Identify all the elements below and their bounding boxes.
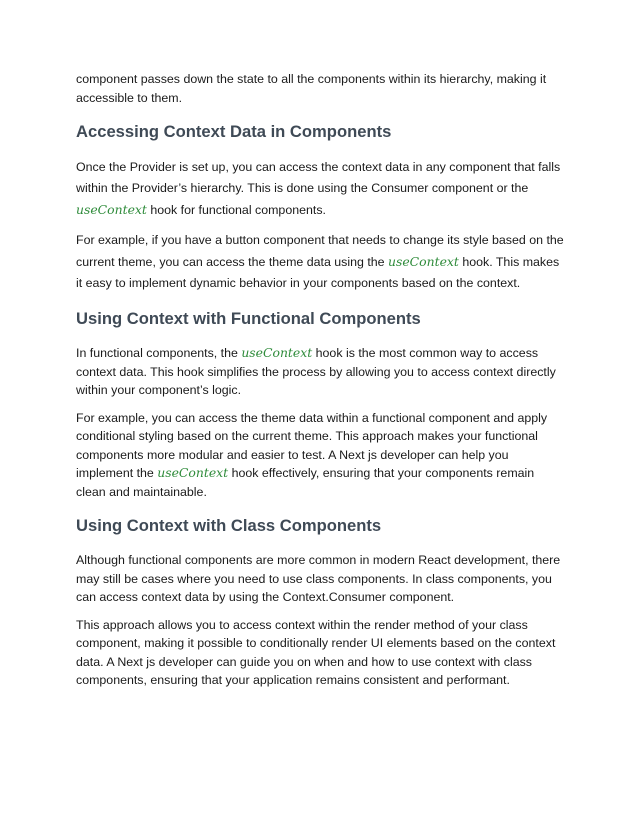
- section-heading-functional-components: Using Context with Functional Components: [76, 309, 421, 328]
- body-paragraph: This approach allows you to access context within the render method of your class component, making it possible to conditionally render UI elements based on the context data. A Next js developer can guide you on when and how to use context with class components, ensuring that your application remains consistent and performant.: [76, 617, 556, 687]
- body-paragraph: Although functional components are more common in modern React development, there may still be cases where you need to use class components. In class components, you can access context data by using the Context.Consumer component.: [76, 553, 561, 604]
- body-paragraph: Once the Provider is set up, you can access the context data in any component that falls within the Provider’s hierarchy. This is done using the Consumer component or the useContext hook for functional components.: [76, 160, 561, 217]
- inline-code: useContext: [388, 254, 459, 269]
- body-paragraph: In functional components, the useContext hook is the most common way to access context data. This hook simplifies the process by allowing you to access context directly within your component’s logic.: [76, 345, 556, 397]
- intro-paragraph: component passes down the state to all the components within its hierarchy, making it accessible to them.: [76, 72, 547, 105]
- document-page: [76, 70, 566, 690]
- body-paragraph: For example, you can access the theme data within a functional component and apply conditional styling based on the current theme. This approach makes your functional components more modular and easier to test. A Next js developer can help you implement the useContext hook effectively, ensuring that your components remain clean and maintainable.: [76, 410, 548, 499]
- section-heading-accessing-context: Accessing Context Data in Components: [76, 122, 392, 141]
- inline-code: useContext: [76, 202, 147, 217]
- section-heading-class-components: Using Context with Class Components: [76, 516, 382, 535]
- inline-code: useContext: [157, 465, 229, 480]
- inline-code: useContext: [241, 345, 313, 360]
- body-paragraph: For example, if you have a button component that needs to change its style based on the current theme, you can access the theme data using the useContext hook. This makes it easy to implement dynamic behavior in your components based on the context.: [76, 233, 564, 290]
